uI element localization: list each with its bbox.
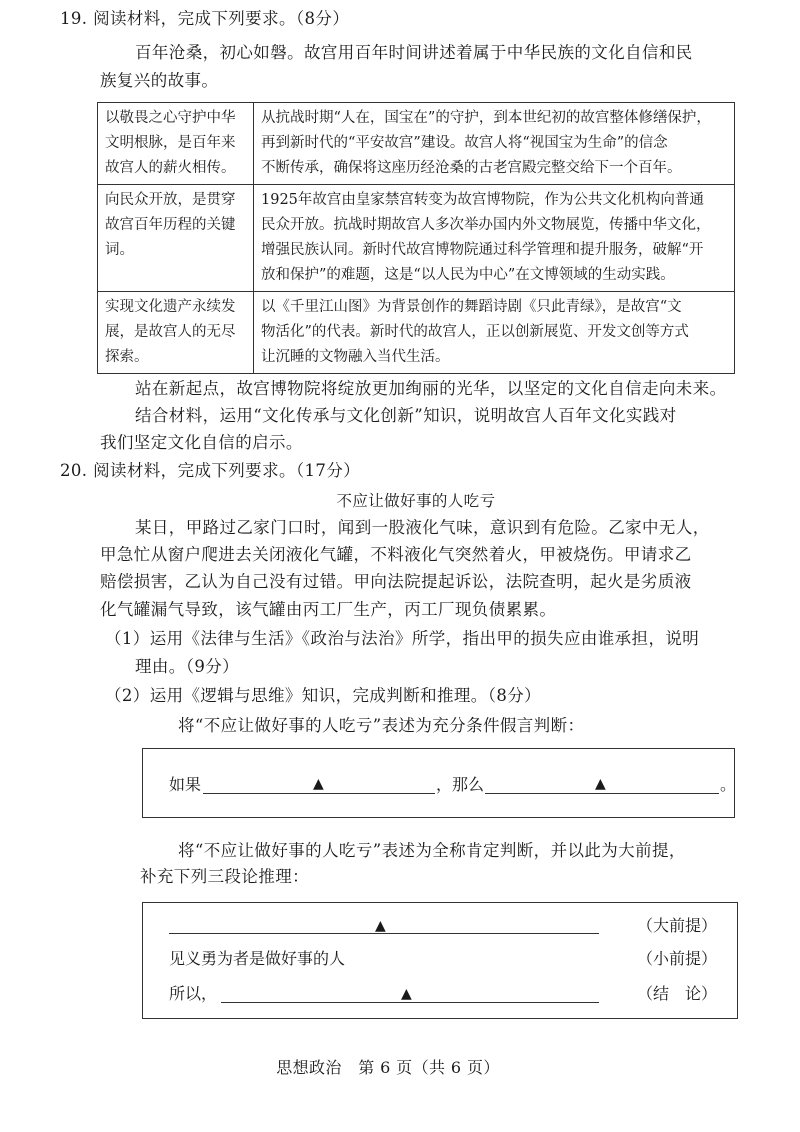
question-19-header: 19. 阅读材料，完成下列要求。（8分） bbox=[60, 9, 350, 28]
cell-line: 从抗战时期“人在，国宝在”的守护，到本世纪初的故宫整体修缮保护， bbox=[261, 110, 711, 126]
cell-line: 故宫百年历程的关键 bbox=[105, 217, 236, 233]
q20-sub1-line-1: （1）运用《法律与生活》《政治与法治》所学，指出甲的损失应由谁承担，说明 bbox=[105, 629, 700, 648]
q19-task-line-2: 我们坚定文化自信的启示。 bbox=[100, 433, 303, 452]
cell-line: 实现文化遗产永续发 bbox=[105, 299, 236, 315]
q20-story-line: 甲急忙从窗户爬进去关闭液化气罐，不料液化气突然着火，甲被烧伤。甲请求乙 bbox=[100, 545, 692, 564]
cell-line: 探索。 bbox=[105, 349, 149, 365]
cell-line: 词。 bbox=[105, 242, 134, 258]
cell-line: 让沉睡的文物融入当代生活。 bbox=[261, 349, 450, 365]
cell-line: 物活化”的代表。新时代的故宫人，正以创新展览、开发文创等方式 bbox=[261, 324, 689, 340]
answer-marker-icon: ▲ bbox=[401, 986, 412, 1002]
answer-marker-icon: ▲ bbox=[313, 776, 324, 792]
table-row bbox=[98, 185, 735, 292]
minor-premise-tag: （小前提） bbox=[637, 949, 718, 968]
material-table bbox=[97, 102, 735, 374]
then-label: ，那么 bbox=[436, 775, 485, 794]
q20-instruction-1: 将“不应让做好事的人吃亏”表述为充分条件假言判断： bbox=[178, 716, 585, 735]
table-cell-theme bbox=[98, 185, 254, 292]
period-mark: 。 bbox=[720, 775, 737, 794]
cell-line: 不断传承，确保将这座历经沧桑的古老宫殿完整交给下一个百年。 bbox=[261, 160, 682, 176]
cell-line: 1925年故宫由皇家禁宫转变为故宫博物院，作为公共文化机构向普通 bbox=[261, 192, 704, 208]
q20-material-title: 不应让做好事的人吃亏 bbox=[336, 492, 496, 510]
question-20-header: 20. 阅读材料，完成下列要求。（17分） bbox=[60, 461, 361, 480]
table-cell-detail bbox=[254, 292, 735, 374]
conclusion-label: 所以， bbox=[169, 984, 218, 1003]
cell-line: 故宫人的薪火相传。 bbox=[105, 160, 236, 176]
syllogism-box bbox=[142, 902, 738, 1019]
table-cell-theme bbox=[98, 103, 254, 185]
conclusion-tag: （结 论） bbox=[637, 984, 718, 1003]
cell-line: 再到新时代的“平安故宫”建设。故宫人将“视国宝为生命”的信念 bbox=[261, 135, 668, 151]
cell-line: 民众开放。抗战时期故宫人多次举办国内外文物展览，传播中华文化， bbox=[261, 217, 711, 233]
q19-intro-line-1: 百年沧桑，初心如磐。故宫用百年时间讲述着属于中华民族的文化自信和民 bbox=[135, 43, 693, 62]
table-cell-detail bbox=[254, 185, 735, 292]
hypothetical-judgment-box bbox=[142, 748, 735, 818]
cell-line: 增强民族认同。新时代故宫博物院通过科学管理和提升服务，破解“开 bbox=[261, 242, 704, 258]
q20-instruction-2-line-2: 补充下列三段论推理： bbox=[140, 867, 309, 886]
cell-line: 向民众开放，是贯穿 bbox=[105, 192, 236, 208]
page-footer: 思想政治 第 6 页（共 6 页） bbox=[276, 1058, 500, 1077]
cell-line: 以敬畏之心守护中华 bbox=[105, 110, 236, 126]
table-row bbox=[98, 292, 735, 374]
cell-line: 放和保护”的难题，这是“以人民为中心”在文博领域的生动实践。 bbox=[261, 267, 675, 283]
answer-marker-icon: ▲ bbox=[595, 776, 606, 792]
q20-instruction-2-line-1: 将“不应让做好事的人吃亏”表述为全称肯定判断，并以此为大前提， bbox=[178, 841, 686, 860]
q20-story-line: 化气罐漏气导致，该气罐由丙工厂生产，丙工厂现负债累累。 bbox=[100, 600, 557, 619]
q19-intro-line-2: 族复兴的故事。 bbox=[100, 71, 219, 90]
table-cell-theme bbox=[98, 292, 254, 374]
q19-after-line-1: 站在新起点，故宫博物院将绽放更加绚丽的光华，以坚定的文化自信走向未来。 bbox=[135, 379, 727, 398]
q20-story-line: 某日，甲路过乙家门口时，闻到一股液化气味，意识到有危险。乙家中无人， bbox=[135, 518, 710, 537]
if-label: 如果 bbox=[169, 775, 202, 794]
answer-marker-icon: ▲ bbox=[375, 918, 386, 934]
q19-task-line-1: 结合材料，运用“文化传承与文化创新”知识，说明故宫人百年文化实践对 bbox=[135, 406, 677, 425]
cell-line: 以《千里江山图》为背景创作的舞蹈诗剧《只此青绿》，是故宫“文 bbox=[261, 299, 682, 315]
q20-sub1-line-2: 理由。（9分） bbox=[135, 657, 240, 676]
cell-line: 展，是故宫人的无尽 bbox=[105, 324, 236, 340]
q20-sub2: （2）运用《逻辑与思维》知识，完成判断和推理。（8分） bbox=[105, 686, 542, 705]
table-cell-detail bbox=[254, 103, 735, 185]
minor-premise-text: 见义勇为者是做好事的人 bbox=[169, 949, 346, 968]
cell-line: 文明根脉，是百年来 bbox=[105, 135, 236, 151]
major-premise-tag: （大前提） bbox=[637, 916, 718, 935]
q20-story-line: 赔偿损害，乙认为自己没有过错。甲向法院提起诉讼，法院查明，起火是劣质液 bbox=[100, 572, 692, 591]
table-row bbox=[98, 103, 735, 185]
